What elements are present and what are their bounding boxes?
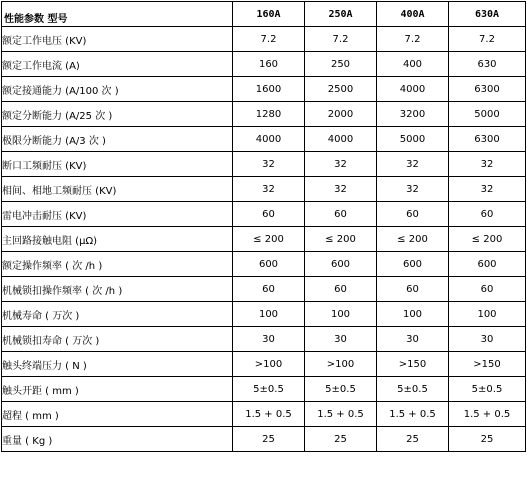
corner-header-top-label: 性能参数 型号 <box>4 14 68 25</box>
parameter-value: 4000 <box>305 127 377 152</box>
parameter-value: 600 <box>305 252 377 277</box>
spec-table-header <box>2 2 526 27</box>
parameter-value: 60 <box>233 277 305 302</box>
parameter-value: 1.5 + 0.5 <box>305 402 377 427</box>
parameter-value: ≤ 200 <box>449 227 526 252</box>
parameter-value: ≤ 200 <box>377 227 449 252</box>
parameter-label: 额定工作电流 (A) <box>2 52 233 77</box>
parameter-value: 25 <box>449 427 526 452</box>
parameter-value: 100 <box>377 302 449 327</box>
parameter-value: 6300 <box>449 127 526 152</box>
table-row <box>2 102 526 127</box>
parameter-value: 7.2 <box>377 27 449 52</box>
parameter-value: >150 <box>377 352 449 377</box>
parameter-label: 触头终端压力 ( N ) <box>2 352 233 377</box>
spec-table-body <box>2 27 526 452</box>
parameter-value: 250 <box>305 52 377 77</box>
parameter-value: 100 <box>305 302 377 327</box>
parameter-label: 机械锁扣操作频率 ( 次 /h ) <box>2 277 233 302</box>
parameter-value: 60 <box>305 277 377 302</box>
parameter-value: 30 <box>233 327 305 352</box>
table-row <box>2 377 526 402</box>
parameter-label: 额定分断能力 (A/25 次 ) <box>2 102 233 127</box>
table-row <box>2 27 526 52</box>
parameter-value: >100 <box>305 352 377 377</box>
table-row <box>2 77 526 102</box>
parameter-value: 1600 <box>233 77 305 102</box>
parameter-value: 100 <box>233 302 305 327</box>
parameter-label: 雷电冲击耐压 (KV) <box>2 202 233 227</box>
table-row <box>2 277 526 302</box>
parameter-value: 5±0.5 <box>233 377 305 402</box>
parameter-value: >150 <box>449 352 526 377</box>
parameter-value: 5000 <box>449 102 526 127</box>
parameter-value: 32 <box>377 177 449 202</box>
parameter-value: 1.5 + 0.5 <box>449 402 526 427</box>
parameter-value: 30 <box>377 327 449 352</box>
parameter-value: 600 <box>233 252 305 277</box>
corner-header-cell <box>2 2 233 27</box>
parameter-value: 6300 <box>449 77 526 102</box>
table-row <box>2 227 526 252</box>
parameter-value: 32 <box>305 177 377 202</box>
parameter-value: 5±0.5 <box>449 377 526 402</box>
parameter-value: ≤ 200 <box>233 227 305 252</box>
parameter-label: 主回路接触电阻 (μΩ) <box>2 227 233 252</box>
parameter-label: 额定操作频率 ( 次 /h ) <box>2 252 233 277</box>
parameter-value: 400 <box>377 52 449 77</box>
parameter-value: 32 <box>449 177 526 202</box>
parameter-value: 32 <box>233 177 305 202</box>
parameter-value: ≤ 200 <box>305 227 377 252</box>
parameter-value: 60 <box>233 202 305 227</box>
parameter-value: 30 <box>449 327 526 352</box>
parameter-value: 25 <box>377 427 449 452</box>
parameter-value: 1.5 + 0.5 <box>233 402 305 427</box>
parameter-value: 32 <box>377 152 449 177</box>
table-row <box>2 152 526 177</box>
parameter-value: 32 <box>305 152 377 177</box>
parameter-value: 160 <box>233 52 305 77</box>
table-row <box>2 427 526 452</box>
parameter-value: 60 <box>305 202 377 227</box>
parameter-value: 7.2 <box>233 27 305 52</box>
parameter-value: 32 <box>449 152 526 177</box>
parameter-value: 600 <box>449 252 526 277</box>
parameter-value: 25 <box>305 427 377 452</box>
parameter-value: 5±0.5 <box>305 377 377 402</box>
parameter-value: 4000 <box>377 77 449 102</box>
parameter-label: 重量 ( Kg ) <box>2 427 233 452</box>
table-row <box>2 402 526 427</box>
parameter-value: 60 <box>449 277 526 302</box>
table-row <box>2 327 526 352</box>
parameter-value: 5000 <box>377 127 449 152</box>
parameter-label: 机械锁扣寿命 ( 万次 ) <box>2 327 233 352</box>
spec-table-wrapper <box>1 1 526 452</box>
parameter-label: 超程 ( mm ) <box>2 402 233 427</box>
table-row <box>2 302 526 327</box>
header-row <box>2 2 526 27</box>
model-header-160a: 160A <box>233 2 305 27</box>
parameter-label: 断口工频耐压 (KV) <box>2 152 233 177</box>
table-row <box>2 252 526 277</box>
parameter-label: 相间、相地工频耐压 (KV) <box>2 177 233 202</box>
table-row <box>2 177 526 202</box>
parameter-label: 极限分断能力 (A/3 次 ) <box>2 127 233 152</box>
table-row <box>2 127 526 152</box>
parameter-label: 触头开距 ( mm ) <box>2 377 233 402</box>
parameter-value: 2500 <box>305 77 377 102</box>
parameter-label: 额定工作电压 (KV) <box>2 27 233 52</box>
spec-table <box>1 1 526 452</box>
model-header-250a: 250A <box>305 2 377 27</box>
parameter-value: 600 <box>377 252 449 277</box>
table-row <box>2 352 526 377</box>
parameter-value: 25 <box>233 427 305 452</box>
parameter-value: 7.2 <box>449 27 526 52</box>
parameter-value: 4000 <box>233 127 305 152</box>
parameter-value: 32 <box>233 152 305 177</box>
parameter-value: 30 <box>305 327 377 352</box>
parameter-value: 60 <box>377 202 449 227</box>
parameter-value: 630 <box>449 52 526 77</box>
parameter-value: 60 <box>377 277 449 302</box>
parameter-value: 5±0.5 <box>377 377 449 402</box>
parameter-value: 3200 <box>377 102 449 127</box>
parameter-value: 1280 <box>233 102 305 127</box>
parameter-value: 100 <box>449 302 526 327</box>
model-header-400a: 400A <box>377 2 449 27</box>
parameter-value: 60 <box>449 202 526 227</box>
parameter-value: 2000 <box>305 102 377 127</box>
parameter-value: >100 <box>233 352 305 377</box>
model-header-630a: 630A <box>449 2 526 27</box>
parameter-label: 机械寿命 ( 万次 ) <box>2 302 233 327</box>
parameter-label: 额定接通能力 (A/100 次 ) <box>2 77 233 102</box>
table-row <box>2 202 526 227</box>
parameter-value: 1.5 + 0.5 <box>377 402 449 427</box>
table-row <box>2 52 526 77</box>
parameter-value: 7.2 <box>305 27 377 52</box>
